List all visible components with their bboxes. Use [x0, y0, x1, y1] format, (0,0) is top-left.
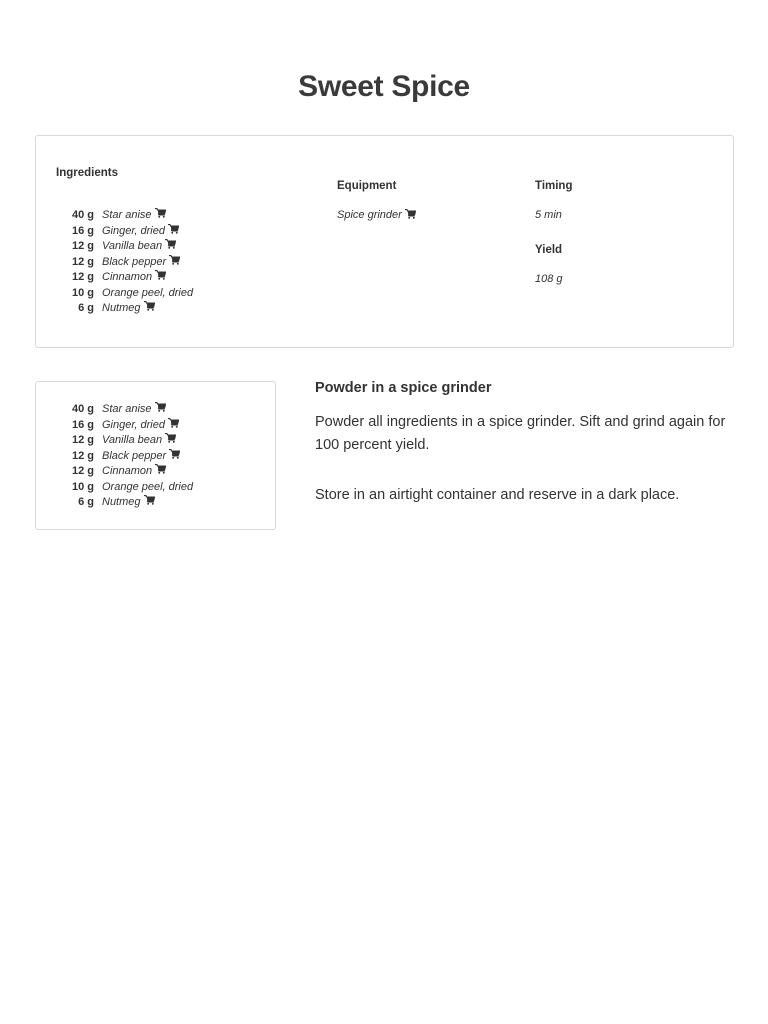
ingredient-name: Ginger, dried — [102, 224, 165, 237]
shopping-cart-icon[interactable] — [169, 449, 180, 459]
ingredient-quantity: 6 g — [78, 496, 94, 508]
ingredient-name: Cinnamon — [102, 271, 153, 283]
ingredient-name: Vanilla bean — [102, 434, 163, 446]
ingredient-quantity: 12 g — [71, 271, 94, 283]
page-title: Sweet Spice — [298, 70, 470, 103]
timing-value: 5 min — [535, 209, 562, 221]
ingredient-row — [56, 255, 193, 271]
ingredient-row — [56, 418, 193, 434]
shopping-cart-icon[interactable] — [155, 208, 166, 218]
ingredient-name: Orange peel, dried — [102, 286, 194, 299]
shopping-cart-icon[interactable] — [405, 209, 416, 219]
equipment-name: Spice grinder — [337, 209, 402, 221]
ingredient-row — [56, 208, 193, 224]
ingredient-row — [56, 224, 193, 240]
ingredient-row — [56, 239, 193, 255]
step-ingredient-list — [56, 402, 193, 511]
yield-heading: Yield — [535, 244, 563, 256]
equipment-heading: Equipment — [337, 180, 397, 192]
shopping-cart-icon[interactable] — [144, 495, 155, 505]
shopping-cart-icon[interactable] — [155, 270, 166, 280]
ingredient-row — [56, 402, 193, 418]
ingredient-row — [56, 270, 193, 286]
shopping-cart-icon[interactable] — [155, 464, 166, 474]
ingredient-name: Cinnamon — [102, 465, 153, 477]
ingredient-quantity: 12 g — [71, 255, 94, 268]
ingredient-quantity: 6 g — [78, 302, 94, 314]
ingredient-name: Nutmeg — [102, 302, 141, 314]
step-paragraph: Powder all ingredients in a spice grinder. Sift and grind again for 100 percent yield. — [315, 414, 726, 453]
ingredient-name: Nutmeg — [102, 496, 141, 508]
step-title: Powder in a spice grinder — [315, 380, 492, 396]
ingredient-name: Star anise — [102, 209, 152, 221]
ingredient-row — [56, 286, 193, 302]
ingredient-name: Black pepper — [102, 449, 167, 462]
ingredient-quantity: 40 g — [71, 403, 94, 415]
ingredient-row — [56, 464, 193, 480]
ingredient-quantity: 12 g — [71, 434, 94, 446]
ingredient-row — [56, 301, 193, 317]
ingredient-name: Star anise — [102, 403, 152, 415]
ingredients-heading: Ingredients — [56, 167, 118, 179]
recipe-summary-card — [35, 135, 734, 348]
shopping-cart-icon[interactable] — [165, 433, 176, 443]
yield-value: 108 g — [535, 273, 563, 285]
shopping-cart-icon[interactable] — [155, 402, 166, 412]
shopping-cart-icon[interactable] — [168, 224, 179, 234]
ingredient-quantity: 12 g — [71, 449, 94, 462]
step-paragraph: Store in an airtight container and reserve in a dark place. — [315, 487, 680, 503]
shopping-cart-icon[interactable] — [165, 239, 176, 249]
equipment-item — [337, 209, 416, 221]
ingredient-quantity: 40 g — [71, 209, 94, 221]
ingredient-quantity: 12 g — [71, 465, 94, 477]
shopping-cart-icon[interactable] — [168, 418, 179, 428]
shopping-cart-icon[interactable] — [144, 301, 155, 311]
timing-heading: Timing — [535, 180, 573, 192]
ingredient-name: Ginger, dried — [102, 418, 165, 431]
ingredient-quantity: 16 g — [71, 224, 94, 237]
ingredient-name: Orange peel, dried — [102, 480, 194, 493]
shopping-cart-icon[interactable] — [169, 255, 180, 265]
ingredient-row — [56, 480, 193, 496]
ingredient-row — [56, 433, 193, 449]
step-ingredients-card — [35, 381, 276, 530]
ingredient-name: Black pepper — [102, 255, 167, 268]
ingredient-quantity: 10 g — [71, 480, 94, 493]
ingredient-quantity: 16 g — [71, 418, 94, 431]
ingredient-row — [56, 449, 193, 465]
ingredient-quantity: 12 g — [71, 240, 94, 252]
ingredient-name: Vanilla bean — [102, 240, 163, 252]
summary-ingredient-list — [56, 208, 193, 317]
ingredient-quantity: 10 g — [71, 286, 94, 299]
ingredient-row — [56, 495, 193, 511]
